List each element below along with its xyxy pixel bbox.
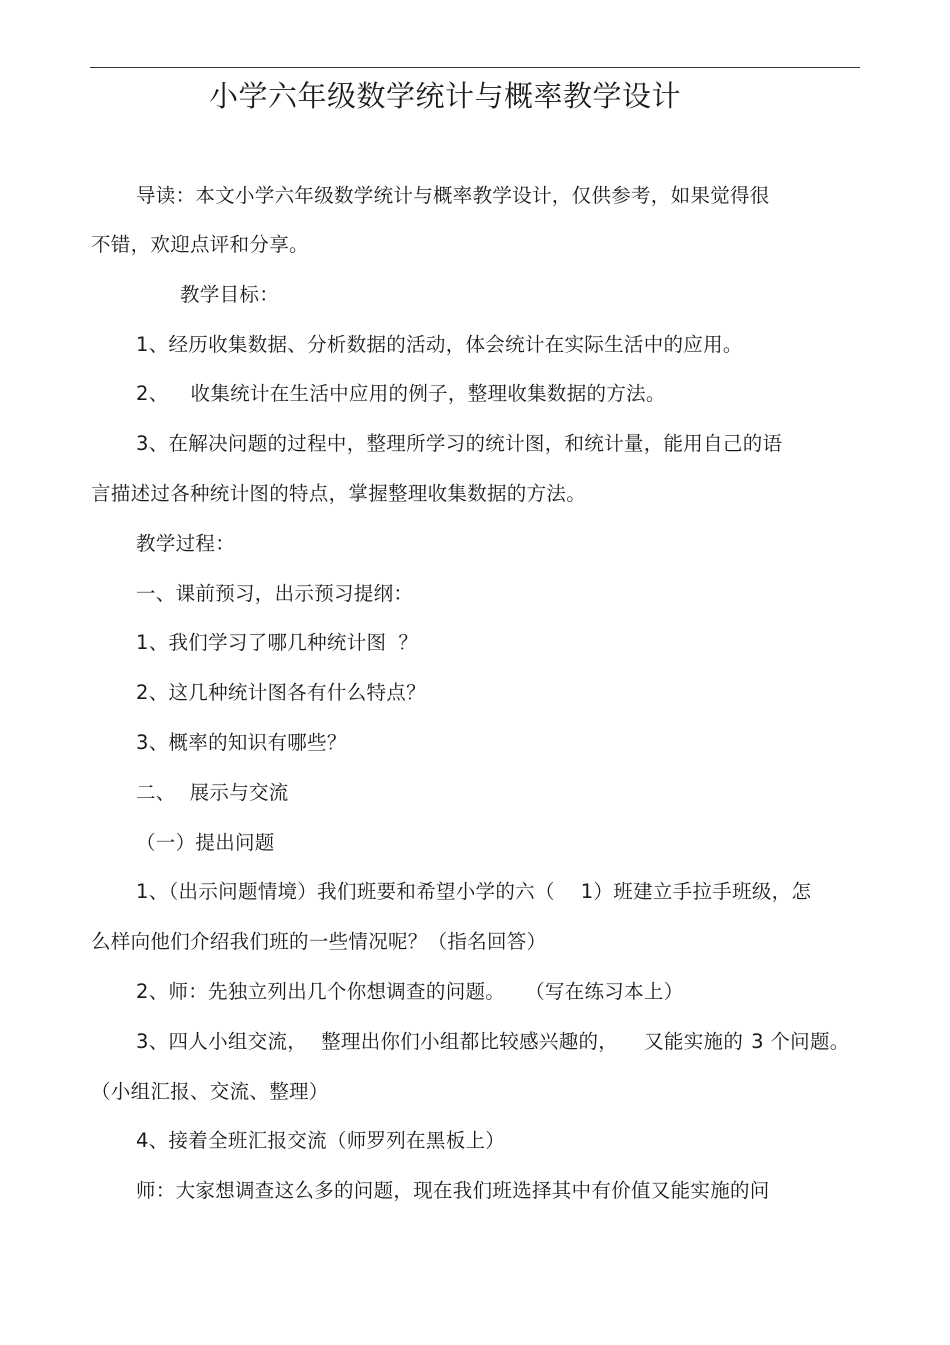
header-rule: [90, 67, 860, 68]
step-2: [136, 977, 684, 1007]
objective-item-3-line-2: 言描述过各种统计图的特点，掌握整理收集数据的方法。: [91, 482, 587, 505]
step-3-a: 3、四人小组交流，: [136, 1030, 308, 1053]
objective-item-2-text: 收集统计在生活中应用的例子，整理收集数据的方法。: [190, 382, 666, 405]
section-heading-2-number: 二、: [136, 781, 176, 804]
preview-question-1-text: 1、我们学习了哪几种统计图: [136, 631, 387, 654]
step-3-line-1: [136, 1027, 850, 1057]
preview-question-1-mark: ？: [398, 631, 419, 654]
preview-question-2: 2、这几种统计图各有什么特点？: [136, 681, 426, 704]
step-2-b: （写在练习本上）: [525, 980, 684, 1003]
objective-item-2: [136, 379, 666, 409]
step-3-c: 又能实施的: [644, 1030, 744, 1053]
step-1-line-1: [136, 877, 811, 907]
step-1-line-1-b: 1）班建立手拉手班级，怎: [580, 880, 812, 903]
process-heading: 教学过程：: [136, 532, 236, 555]
objective-item-3-line-1: 3、在解决问题的过程中，整理所学习的统计图，和统计量，能用自己的语: [136, 432, 783, 455]
step-1-line-2: 么样向他们介绍我们班的一些情况呢？（指名回答）: [91, 930, 547, 953]
step-2-a: 2、师：先独立列出几个你想调查的问题。: [136, 980, 506, 1003]
step-4: 4、接着全班汇报交流（师罗列在黑板上）: [136, 1129, 506, 1152]
document-title: 小学六年级数学统计与概率教学设计: [208, 79, 681, 113]
preview-question-1: [136, 628, 418, 658]
section-heading-2-text: 展示与交流: [189, 781, 289, 804]
objective-item-1: 1、经历收集数据、分析数据的活动，体会统计在实际生活中的应用。: [136, 333, 743, 356]
preview-question-3: 3、概率的知识有哪些？: [136, 731, 347, 754]
intro-line-1: 导读：本文小学六年级数学统计与概率教学设计，仅供参考，如果觉得很: [136, 184, 770, 207]
section-heading-2: [136, 778, 289, 808]
objectives-heading: 教学目标：: [180, 283, 280, 306]
step-3-d: 3 个问题。: [751, 1030, 850, 1053]
intro-line-2: 不错，欢迎点评和分享。: [91, 233, 309, 256]
step-1-line-1-a: 1、（出示问题情境）我们班要和希望小学的六（: [136, 880, 555, 903]
subsection-heading-1: （一）提出问题: [136, 831, 275, 854]
section-heading-1: 一、课前预习，出示预习提纲：: [136, 582, 414, 605]
objective-item-2-number: 2、: [136, 382, 169, 405]
step-3-b: 整理出你们小组都比较感兴趣的，: [321, 1030, 619, 1053]
teacher-line: 师：大家想调查这么多的问题，现在我们班选择其中有价值又能实施的问: [136, 1179, 770, 1202]
step-3-line-2: （小组汇报、交流、整理）: [91, 1080, 329, 1103]
